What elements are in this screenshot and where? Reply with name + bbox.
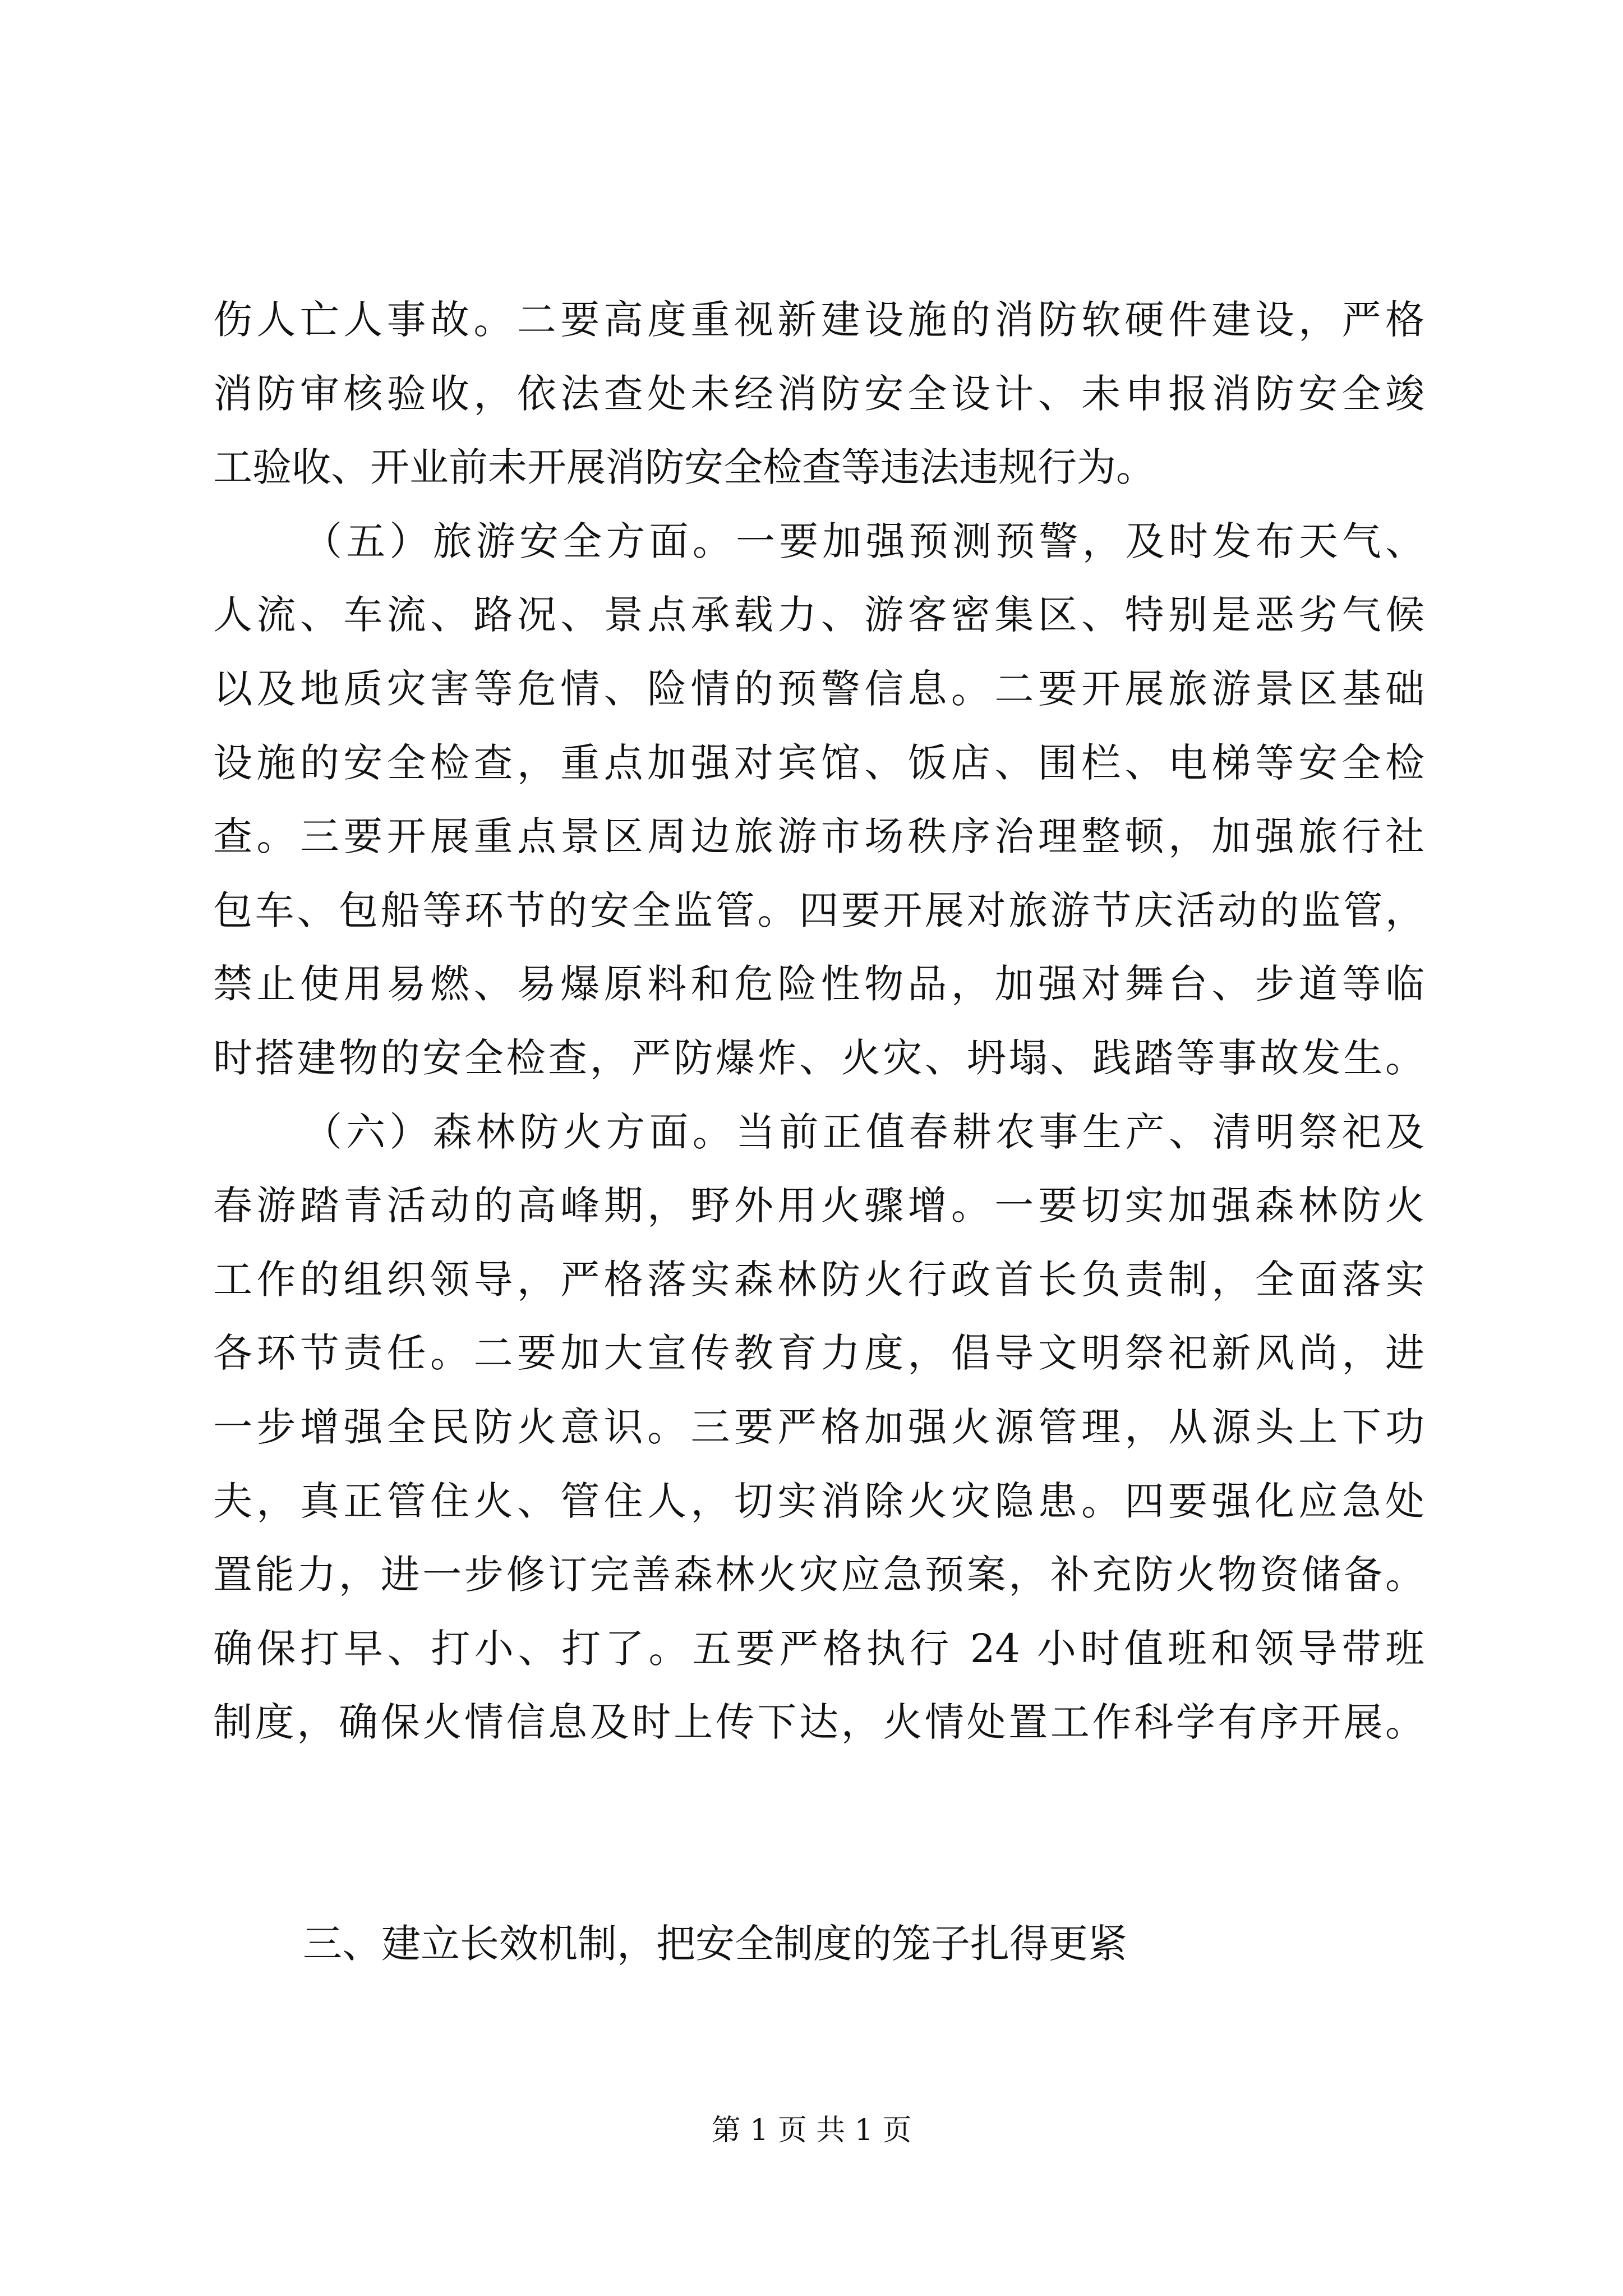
text-line: 工作的组织领导，严格落实森林防火行政首长负责制，全面落实	[213, 1256, 1424, 1303]
text-line: （六）森林防火方面。当前正值春耕农事生产、清明祭祀及	[303, 1108, 1424, 1155]
text-line: 包车、包船等环节的安全监管。四要开展对旅游节庆活动的监管，	[213, 887, 1424, 933]
text-line: （五）旅游安全方面。一要加强预测预警，及时发布天气、	[303, 518, 1424, 564]
text-line: 各环节责任。二要加大宣传教育力度，倡导文明祭祀新风尚，进	[213, 1330, 1424, 1377]
text-line: 消防审核验收，依法查处未经消防安全设计、未申报消防安全竣	[213, 370, 1424, 417]
text-line: 春游踏青活动的高峰期，野外用火骤增。一要切实加强森林防火	[213, 1182, 1424, 1229]
text-line: 人流、车流、路况、景点承载力、游客密集区、特别是恶劣气候	[213, 592, 1424, 638]
text-line: 置能力，进一步修订完善森林火灾应急预案，补充防火物资储备。	[213, 1552, 1424, 1598]
page-number-footer: 第 1 页 共 1 页	[711, 2114, 912, 2147]
text-line: 伤人亡人事故。二要高度重视新建设施的消防软硬件建设，严格	[213, 297, 1424, 343]
text-line: 制度，确保火情信息及时上传下达，火情处置工作科学有序开展。	[213, 1699, 1424, 1746]
text-line: 一步增强全民防火意识。三要严格加强火源管理，从源头上下功	[213, 1404, 1424, 1450]
document-body	[213, 283, 1424, 1760]
text-line: 禁止使用易燃、易爆原料和危险性物品，加强对舞台、步道等临	[213, 961, 1424, 1007]
text-line: 确保打早、打小、打了。五要严格执行 24 小时值班和领导带班	[213, 1625, 1424, 1672]
text-line: 设施的安全检查，重点加强对宾馆、饭店、围栏、电梯等安全检	[213, 739, 1424, 786]
text-line: 时搭建物的安全检查，严防爆炸、火灾、坍塌、践踏等事故发生。	[213, 1034, 1424, 1081]
text-line: 以及地质灾害等危情、险情的预警信息。二要开展旅游景区基础	[213, 665, 1424, 712]
text-line: 夫，真正管住火、管住人，切实消除火灾隐患。四要强化应急处	[213, 1478, 1424, 1524]
text-line: 查。三要开展重点景区周边旅游市场秩序治理整顿，加强旅行社	[213, 813, 1424, 860]
section-heading: 三、建立长效机制，把安全制度的笼子扎得更紧	[303, 1921, 1127, 1967]
text-line: 工验收、开业前未开展消防安全检查等违法违规行为。	[213, 444, 1155, 491]
